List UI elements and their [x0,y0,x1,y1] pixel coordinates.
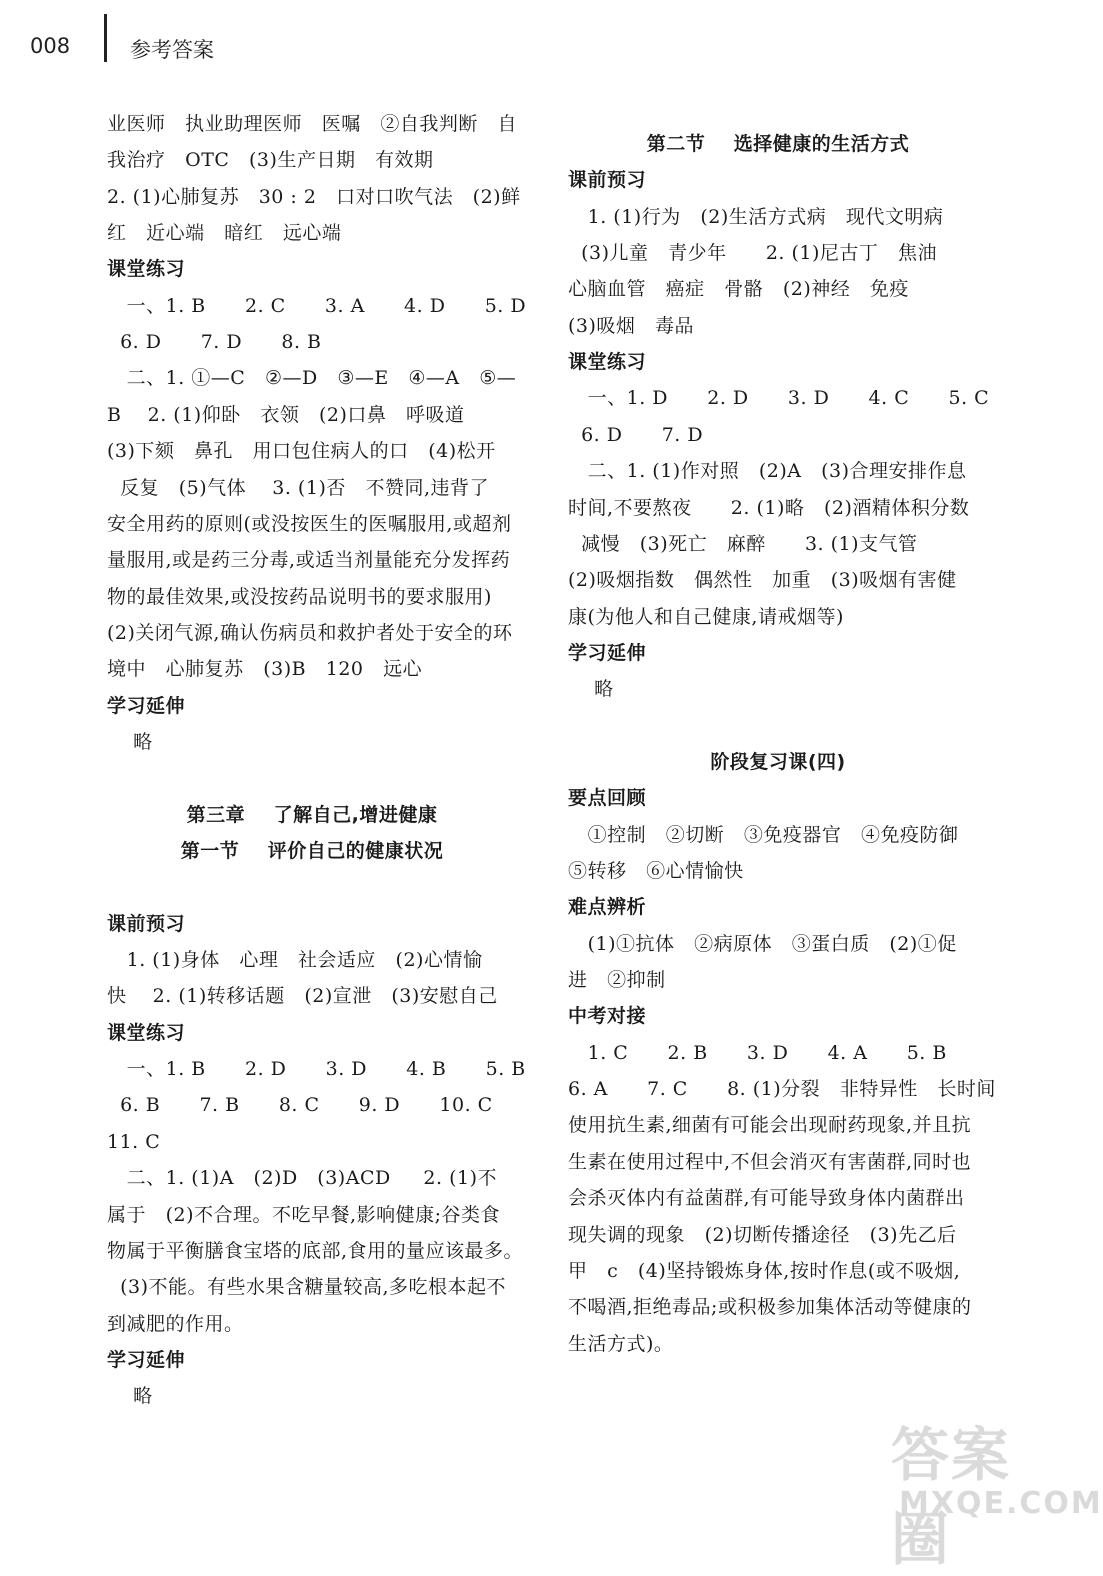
text-line: (3)吸烟 毒品 [568,314,695,337]
text-line: 6. A 7. C 8. (1)分裂 非特异性 长时间 [568,1078,996,1101]
page-number: 008 [30,34,71,58]
text-line: (3)下颏 鼻孔 用口包住病人的口 (4)松开 [107,440,496,463]
text-line: 业医师 执业助理医师 医嘱 ②自我判断 自 [107,113,517,135]
text-line: B 2. (1)仰卧 衣领 (2)口鼻 呼吸道 [107,403,465,426]
text-line: 红 近心端 暗红 远心端 [107,222,342,245]
text-line: 生素在使用过程中,不但会消灭有害菌群,同时也 [568,1150,972,1173]
text-line: 境中 心肺复苏 (3)B 120 远心 [107,658,423,681]
text-line: 减慢 (3)死亡 麻醉 3. (1)支气管 [568,532,918,555]
text-line: 一、1. D 2. D 3. D 4. C 5. C [568,387,990,410]
text-line: 康(为他人和自己健康,请戒烟等) [568,605,844,628]
section-heading: 第一节 评价自己的健康状况 [180,840,444,862]
text-line: 略 [568,678,614,701]
header-divider [104,14,107,62]
text-line: 会杀灭体内有益菌群,有可能导致身体内菌群出 [568,1187,965,1210]
text-line: 时间,不要熬夜 2. (1)略 (2)酒精体积分数 [568,496,970,519]
text-line: 物属于平衡膳食宝塔的底部,食用的量应该最多。 [107,1239,524,1262]
text-line: 甲 c (4)坚持锻炼身体,按时作息(或不吸烟, [568,1259,961,1282]
text-line: 一、1. B 2. D 3. D 4. B 5. B [107,1058,526,1081]
section-heading: 中考对接 [568,1005,647,1028]
text-line: (2)关闭气源,确认伤病员和救护者处于安全的环 [107,621,513,644]
section-heading: 课堂练习 [107,258,186,281]
text-line: 安全用药的原则(或没按医生的医嘱服用,或超剂 [107,512,512,535]
text-line: 快 2. (1)转移话题 (2)宣泄 (3)安慰自己 [107,985,498,1008]
text-line: 1. (1)行为 (2)生活方式病 现代文明病 [568,205,944,228]
watermark-text: 答案圈 [891,1421,1012,1573]
section-heading: 学习延伸 [107,694,186,717]
section-heading: 第二节 选择健康的生活方式 [646,133,910,155]
text-line: 物的最佳效果,或没按药品说明书的要求服用) [107,585,492,608]
section-heading: 学习延伸 [568,641,647,664]
text-line: 6. B 7. B 8. C 9. D 10. C [107,1094,493,1117]
text-line: (1)①抗体 ②病原体 ③蛋白质 (2)①促 [568,932,957,955]
text-line: 现失调的现象 (2)切断传播途径 (3)先乙后 [568,1223,957,1246]
text-line: 1. C 2. B 3. D 4. A 5. B [568,1041,947,1064]
text-line: 1. (1)身体 心理 社会适应 (2)心情愉 [107,949,483,972]
section-heading: 课前预习 [107,912,186,935]
text-line: (3)儿童 青少年 2. (1)尼古丁 焦油 [568,242,938,265]
text-line: 使用抗生素,细菌有可能会出现耐药现象,并且抗 [568,1114,972,1137]
section-heading: 要点回顾 [568,787,647,810]
section-heading: 阶段复习课(四) [710,750,846,773]
section-heading: 课堂练习 [107,1021,186,1044]
text-line: 量服用,或是药三分毒,或适当剂量能充分发挥药 [107,549,511,572]
text-line: 生活方式)。 [568,1332,674,1355]
text-line: 到减肥的作用。 [107,1312,244,1335]
section-heading: 课前预习 [568,169,647,192]
section-heading: 难点辨析 [568,896,647,919]
text-line: (3)不能。有些水果含糖量较高,多吃根本起不 [107,1276,507,1299]
section-heading: 学习延伸 [107,1348,186,1371]
section-heading: 第三章 了解自己,增进健康 [186,803,438,826]
text-line: 一、1. B 2. C 3. A 4. D 5. D [107,294,527,317]
text-line: 不喝酒,拒绝毒品;或积极参加集体活动等健康的 [568,1296,972,1319]
text-line: ⑤转移 ⑥心情愉快 [568,860,744,882]
section-heading: 课堂练习 [568,351,647,374]
watermark-url: MXQE.COM [899,1486,1103,1521]
text-line: 心脑血管 癌症 骨骼 (2)神经 免疫 [568,278,909,301]
text-line: 二、1. ①—C ②—D ③—E ④—A ⑤— [107,367,517,390]
text-line: 二、1. (1)作对照 (2)A (3)合理安排作息 [568,460,967,483]
watermark-logo [889,1408,1103,1573]
text-line: 属于 (2)不合理。不吃早餐,影响健康;谷类食 [107,1203,500,1226]
text-line: 我治疗 OTC (3)生产日期 有效期 [107,149,434,172]
text-line: 6. D 7. D [568,423,704,446]
text-line: 反复 (5)气体 3. (1)否 不赞同,违背了 [107,476,490,499]
text-line: 6. D 7. D 8. B [107,331,322,354]
text-line: 11. C [107,1130,161,1153]
text-line: ①控制 ②切断 ③免疫器官 ④免疫防御 [568,823,959,846]
text-line: 略 [107,730,153,753]
text-line: 略 [107,1385,153,1408]
text-line: 2. (1)心肺复苏 30 : 2 口对口吹气法 (2)鲜 [107,185,521,208]
text-line: 二、1. (1)A (2)D (3)ACD 2. (1)不 [107,1167,497,1190]
header-title: 参考答案 [130,38,214,62]
text-line: 进 ②抑制 [568,969,666,992]
text-line: (2)吸烟指数 偶然性 加重 (3)吸烟有害健 [568,569,957,592]
